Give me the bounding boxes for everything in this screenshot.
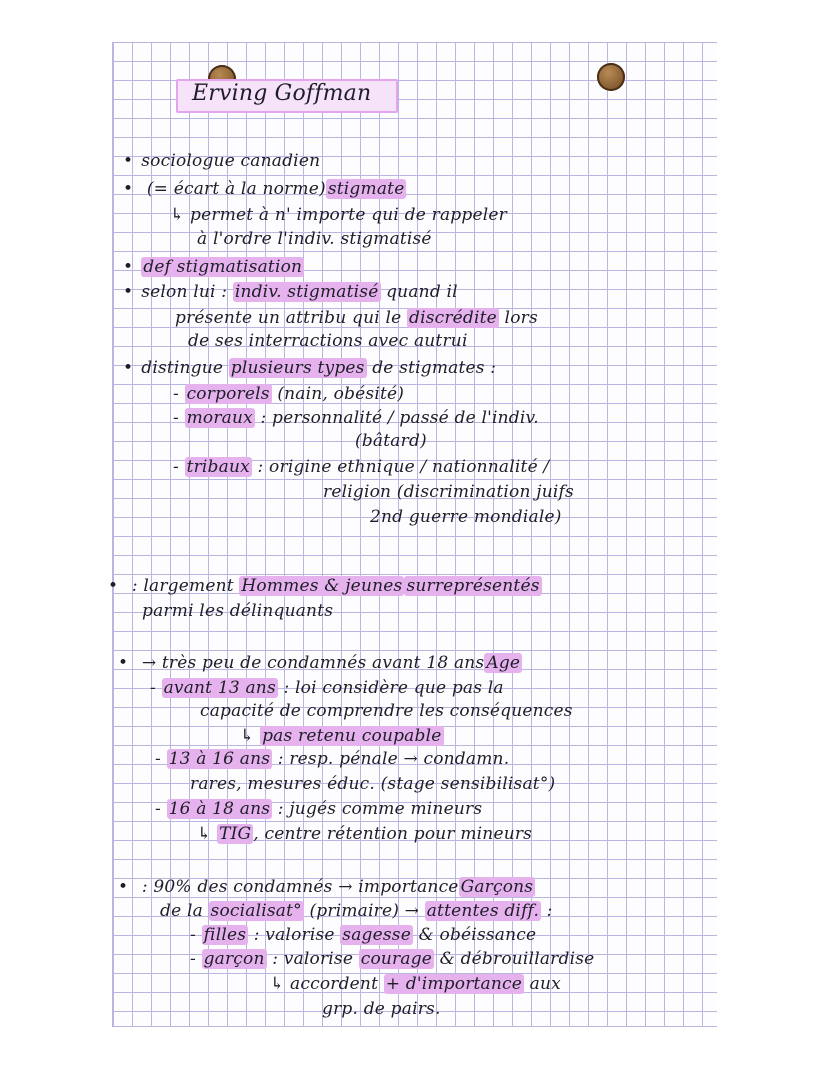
note-line	[188, 330, 468, 352]
note-text: distingue	[141, 358, 229, 378]
note-text: (= écart à la norme)	[141, 179, 326, 199]
note-text: à l'ordre l'indiv. stigmatisé	[197, 229, 432, 249]
note-text: -	[190, 925, 202, 945]
note-text: selon lui :	[141, 282, 233, 302]
note-text: : valorise	[266, 949, 359, 969]
page-title: Erving Goffman	[192, 81, 372, 106]
note-text: ↳	[240, 726, 261, 746]
highlighted-text: moraux	[186, 408, 253, 428]
highlighted-text: indiv. stigmatisé	[234, 282, 379, 302]
note-line	[118, 652, 522, 674]
note-line	[123, 281, 458, 303]
highlighted-text: TIG	[219, 824, 252, 844]
bullet: •	[123, 179, 134, 199]
note-text: (primaire) →	[303, 901, 425, 921]
note-text: : resp. pénale → condamn.	[272, 749, 510, 769]
note-text: : valorise	[248, 925, 341, 945]
highlighted-text: 16 à 18 ans	[168, 799, 271, 819]
note-text: ↳ permet à n' importe qui de rappeler	[170, 205, 507, 225]
note-text: -	[173, 408, 185, 428]
note-line	[323, 481, 574, 503]
note-text: : personnalité / passé de l'indiv.	[254, 408, 539, 428]
note-text: quand il	[380, 282, 458, 302]
note-text: -	[155, 799, 167, 819]
note-text: 2nd guerre mondiale)	[370, 507, 562, 527]
note-text: de stigmates :	[366, 358, 497, 378]
note-line	[155, 798, 482, 820]
note-line	[200, 700, 573, 722]
highlighted-text: stigmate	[327, 179, 405, 199]
highlighted-text: discrédite	[408, 308, 497, 328]
note-text: : loi considère que pas la	[277, 678, 504, 698]
note-text: rares, mesures éduc. (stage sensibilisat°)	[190, 774, 556, 794]
highlighted-text: Garçons	[460, 877, 534, 897]
highlighted-text: filles	[203, 925, 247, 945]
note-text: lors	[498, 308, 538, 328]
note-line	[123, 150, 320, 172]
note-text: religion (discrimination juifs	[323, 482, 574, 502]
note-text: , centre rétention pour mineurs	[253, 824, 533, 844]
note-line	[197, 228, 432, 250]
note-text: & débrouillardise	[434, 949, 595, 969]
binder-hole-right	[597, 63, 625, 91]
highlighted-text: tribaux	[186, 457, 250, 477]
highlighted-text: corporels	[186, 384, 270, 404]
note-text: capacité de comprendre les conséquences	[200, 701, 573, 721]
highlighted-text: surreprésentés	[406, 576, 540, 596]
note-text: (bâtard)	[355, 431, 427, 451]
note-text: de ses interractions avec autrui	[188, 331, 468, 351]
note-line	[123, 256, 304, 278]
note-text: présente un attribu qui le	[175, 308, 407, 328]
highlighted-text: Age	[486, 653, 521, 673]
note-line	[173, 456, 549, 478]
note-text: & obéissance	[412, 925, 537, 945]
note-line	[197, 823, 532, 845]
note-text: -	[173, 457, 185, 477]
bullet: •	[118, 653, 129, 673]
note-text: :	[541, 901, 553, 921]
note-line	[173, 383, 404, 405]
note-text: : jugés comme mineurs	[272, 799, 483, 819]
bullet: •	[123, 358, 134, 378]
note-text: sociologue canadien	[141, 151, 321, 171]
highlighted-text: plusieurs types	[230, 358, 365, 378]
note-line	[155, 748, 509, 770]
note-line	[355, 430, 427, 452]
bullet: •	[108, 576, 119, 596]
bullet: •	[123, 282, 134, 302]
note-line	[190, 948, 594, 970]
note-line	[322, 998, 441, 1020]
highlighted-text: socialisat°	[210, 901, 302, 921]
note-text: → très peu de condamnés avant 18 ans	[136, 653, 485, 673]
note-text: (nain, obésité)	[271, 384, 405, 404]
note-text: -	[190, 949, 202, 969]
highlighted-text: + d'importance	[385, 974, 523, 994]
note-line	[240, 725, 444, 747]
note-line	[270, 973, 561, 995]
note-line	[370, 506, 562, 528]
note-text: ↳ accordent	[270, 974, 384, 994]
note-text: : 90% des condamnés → importance	[136, 877, 459, 897]
bullet: •	[123, 151, 134, 171]
note-line	[190, 924, 536, 946]
highlighted-text: attentes diff.	[426, 901, 540, 921]
highlighted-text: courage	[360, 949, 433, 969]
note-text: parmi les délinquants	[142, 601, 334, 621]
note-text: grp. de pairs.	[322, 999, 441, 1019]
highlighted-text: garçon	[203, 949, 265, 969]
note-line	[170, 204, 507, 226]
bullet: •	[123, 257, 134, 277]
note-line	[160, 900, 553, 922]
highlighted-text: 13 à 16 ans	[168, 749, 271, 769]
note-text: ↳	[197, 824, 218, 844]
note-line	[142, 600, 333, 622]
bullet: •	[118, 877, 129, 897]
note-text: : largement	[126, 576, 240, 596]
note-line	[150, 677, 504, 699]
note-text: : origine ethnique / nationnalité /	[251, 457, 550, 477]
highlighted-text: avant 13 ans	[163, 678, 276, 698]
note-line	[175, 307, 538, 329]
highlighted-text: pas retenu coupable	[262, 726, 442, 746]
note-line	[123, 178, 406, 200]
highlighted-text: def stigmatisation	[143, 257, 303, 277]
note-line	[173, 407, 539, 429]
note-line	[123, 357, 496, 379]
note-text: -	[155, 749, 167, 769]
note-line	[118, 876, 535, 898]
note-text: -	[150, 678, 162, 698]
note-text: aux	[524, 974, 561, 994]
note-line	[190, 773, 555, 795]
highlighted-text: Hommes & jeunes	[241, 576, 403, 596]
note-text: -	[173, 384, 185, 404]
highlighted-text: sagesse	[342, 925, 411, 945]
note-line	[108, 575, 542, 597]
note-text: de la	[160, 901, 209, 921]
